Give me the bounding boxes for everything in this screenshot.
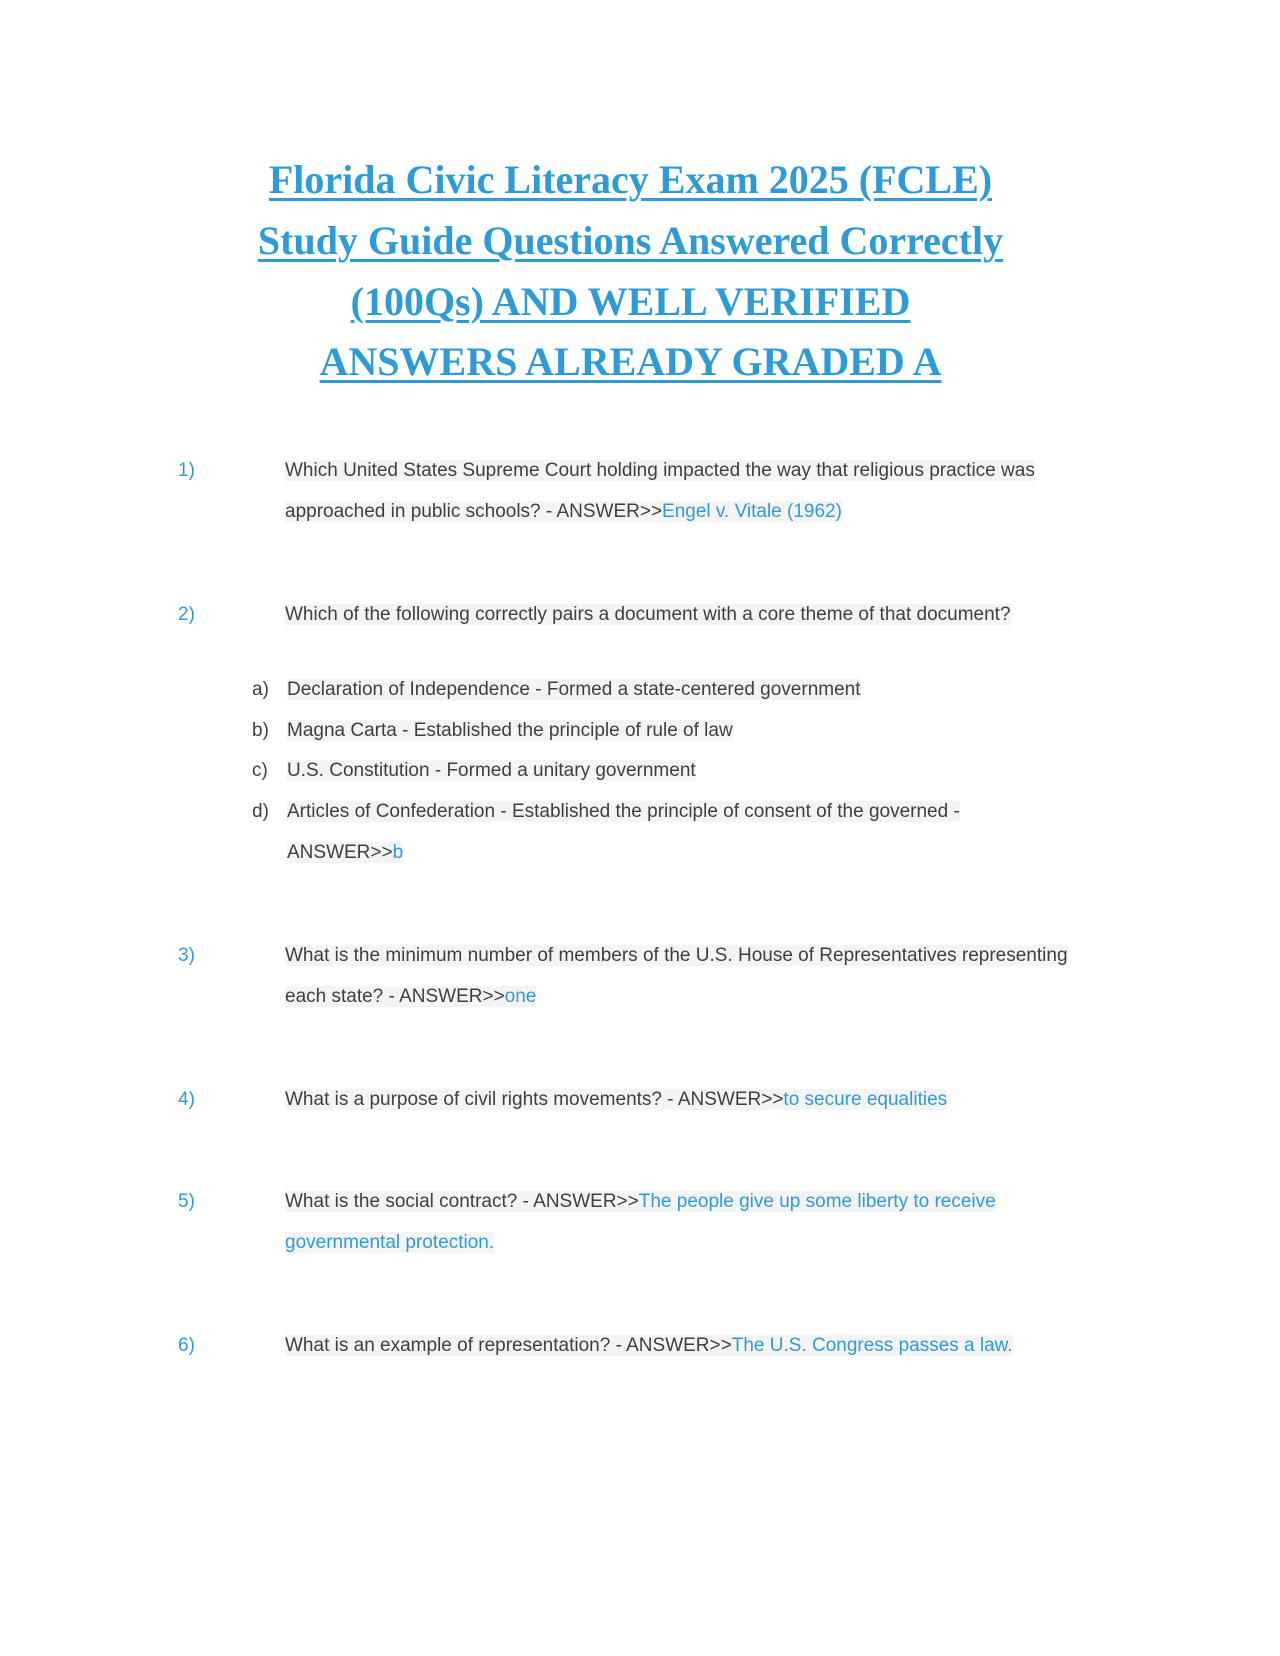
option-text xyxy=(287,711,733,752)
question-item xyxy=(178,595,1160,874)
question-text xyxy=(285,1080,947,1121)
option-text xyxy=(287,670,861,711)
option-item xyxy=(252,711,1160,752)
answer-text: The people give up some liberty to receive governmental protection. xyxy=(285,1191,996,1254)
question-item xyxy=(178,1182,1160,1264)
question-row xyxy=(178,595,1160,636)
option-letter: b) xyxy=(252,719,269,741)
question-item xyxy=(178,1326,1160,1367)
question-text xyxy=(285,936,1075,1018)
question-text-segment: What is a purpose of civil rights movements? - ANSWER>> xyxy=(285,1088,784,1110)
answer-text: The U.S. Congress passes a law. xyxy=(731,1335,1013,1357)
question-text xyxy=(285,1326,1013,1367)
question-text xyxy=(285,595,1011,636)
question-number: 4) xyxy=(178,1088,195,1110)
question-row xyxy=(178,936,1160,1018)
answer-text: Engel v. Vitale (1962) xyxy=(662,501,842,523)
question-text-segment: U.S. Constitution - Formed a unitary government xyxy=(287,760,696,782)
question-text-segment: What is the social contract? - ANSWER>> xyxy=(285,1191,639,1213)
questions-list xyxy=(178,451,1160,1429)
question-text xyxy=(285,1182,1075,1264)
answer-text: b xyxy=(392,842,404,864)
question-row xyxy=(178,1326,1160,1367)
option-letter: c) xyxy=(252,760,268,782)
question-text-segment: Declaration of Independence - Formed a state-centered government xyxy=(287,678,861,700)
document-title-line: Florida Civic Literacy Exam 2025 (FCLE) xyxy=(268,157,993,202)
question-text-segment: Articles of Confederation - Established the principle of consent of the governed - ANSWER>> xyxy=(287,801,960,864)
question-number: 3) xyxy=(178,944,195,966)
question-text-segment: What is an example of representation? - ANSWER>> xyxy=(285,1335,732,1357)
question-text-segment: What is the minimum number of members of the U.S. House of Representatives representing each state? - ANSWER>> xyxy=(285,944,1068,1007)
document-title-line: Study Guide Questions Answered Correctly xyxy=(257,217,1004,263)
option-text xyxy=(287,751,696,792)
question-row xyxy=(178,1080,1160,1121)
document-title-line: (100Qs) AND WELL VERIFIED xyxy=(350,278,911,324)
answer-text: one xyxy=(504,985,537,1007)
question-number: 6) xyxy=(178,1335,195,1357)
option-letter: d) xyxy=(252,801,269,823)
question-number: 5) xyxy=(178,1191,195,1213)
answer-text: to secure equalities xyxy=(783,1088,948,1110)
question-text-segment: Magna Carta - Established the principle of rule of law xyxy=(287,719,733,741)
option-item xyxy=(252,751,1160,792)
question-item xyxy=(178,1080,1160,1121)
question-number: 1) xyxy=(178,460,195,482)
option-item xyxy=(252,670,1160,711)
question-text xyxy=(285,451,1075,533)
question-number: 2) xyxy=(178,603,195,625)
question-item xyxy=(178,936,1160,1018)
question-item xyxy=(178,451,1160,533)
options-list xyxy=(252,670,1160,874)
option-letter: a) xyxy=(252,678,269,700)
option-text xyxy=(287,792,1042,874)
option-item xyxy=(252,792,1160,874)
question-row xyxy=(178,451,1160,533)
document-title-line: ANSWERS ALREADY GRADED A xyxy=(319,339,942,385)
question-text-segment: Which of the following correctly pairs a document with a core theme of that document? xyxy=(285,603,1011,625)
document-title xyxy=(178,150,1083,393)
question-row xyxy=(178,1182,1160,1264)
question-text-segment: Which United States Supreme Court holding impacted the way that religious practice was approached in public schools? - ANSWER>> xyxy=(285,460,1035,523)
